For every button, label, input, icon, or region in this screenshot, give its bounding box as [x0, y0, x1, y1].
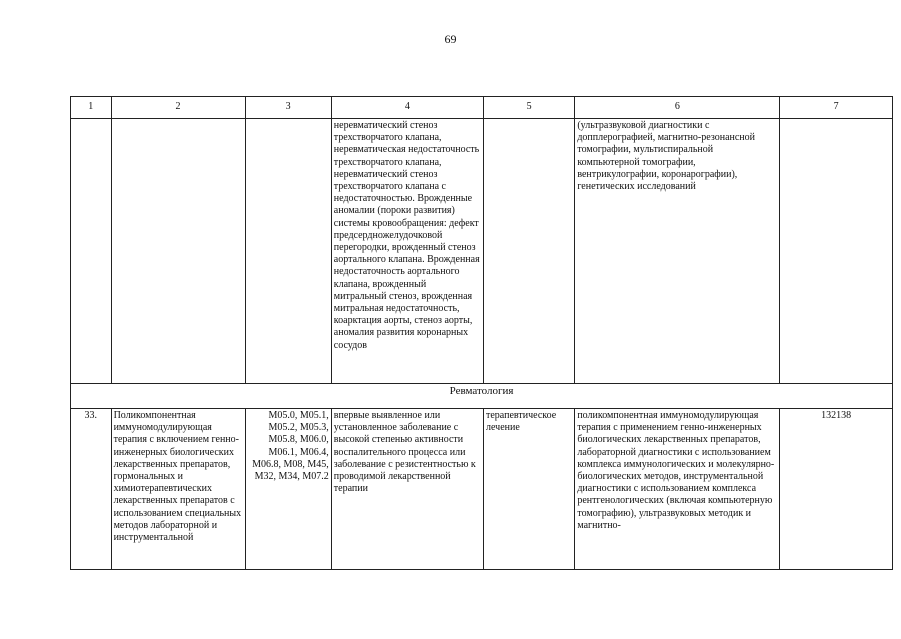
table-cell [484, 119, 575, 384]
section-row [71, 384, 893, 409]
column-header: 6 [575, 97, 780, 119]
table-row [71, 409, 893, 570]
table-cell [71, 119, 112, 384]
column-number-row [71, 97, 893, 119]
table-row [71, 119, 893, 384]
treatment-type-cell: терапевтическое лечение [484, 409, 575, 570]
column-header: 7 [780, 97, 893, 119]
table-cell [780, 119, 893, 384]
medical-care-table [70, 96, 893, 570]
row-number-cell: 33. [71, 409, 112, 570]
cost-cell: 132138 [780, 409, 893, 570]
column-header: 2 [111, 97, 245, 119]
diagnosis-cell: неревматический стеноз трехстворчатого клапана, неревматическая недостаточность трехстворчатого клапана, неревматический стеноз трехстворчатого клапана с недостаточностью. Врожденные аномалии (пороки развития) системы кровообращения: дефект предсердножелудочковой перегородки, врожденный стеноз аортального клапана. Врожденная недостаточность аортального клапана, врожденный митральный стеноз, врожденная митральная недостаточность, коарктация аорты, стеноз аорты, аномалия развития коронарных сосудов [331, 119, 483, 384]
column-header: 5 [484, 97, 575, 119]
method-cell: (ультразвуковой диагностики с допплерографией, магнитно-резонансной томографии, мультиспиральной компьютерной томографии, вентрикулографии, коронарографии), генетических исследований [575, 119, 780, 384]
page-number: 69 [444, 32, 457, 46]
patient-model-cell: впервые выявленное или установленное заболевание с высокой степенью активности воспалительного процесса или заболевание с резистентностью к проводимой лекарственной терапии [331, 409, 483, 570]
column-header: 1 [71, 97, 112, 119]
section-title: Ревматология [71, 384, 893, 409]
method-cell: поликомпонентная иммуномодулирующая терапия с применением генно-инженерных биологических лекарственных препаратов, лабораторной диагностики с использованием комплекса иммунологических и молекулярно-биологических методов, инструментальной диагностики с использованием комплекса рентгенологических (включая компьютерную томографию), ультразвуковых методик и магнитно- [575, 409, 780, 570]
table-cell [111, 119, 245, 384]
column-header: 4 [331, 97, 483, 119]
icd-codes-cell: M05.0, M05.1, M05.2, M05.3, M05.8, M06.0, M06.1, M06.4, M06.8, M08, M45, M32, M34, M07.2 [245, 409, 331, 570]
column-header: 3 [245, 97, 331, 119]
care-name-cell: Поликомпонентная иммуномодулирующая терапия с включением генно-инженерных биологических лекарственных препаратов, гормональных и химиотерапевтических лекарственных препаратов с использованием специальных методов лабораторной и инструментальной [111, 409, 245, 570]
table-cell [245, 119, 331, 384]
